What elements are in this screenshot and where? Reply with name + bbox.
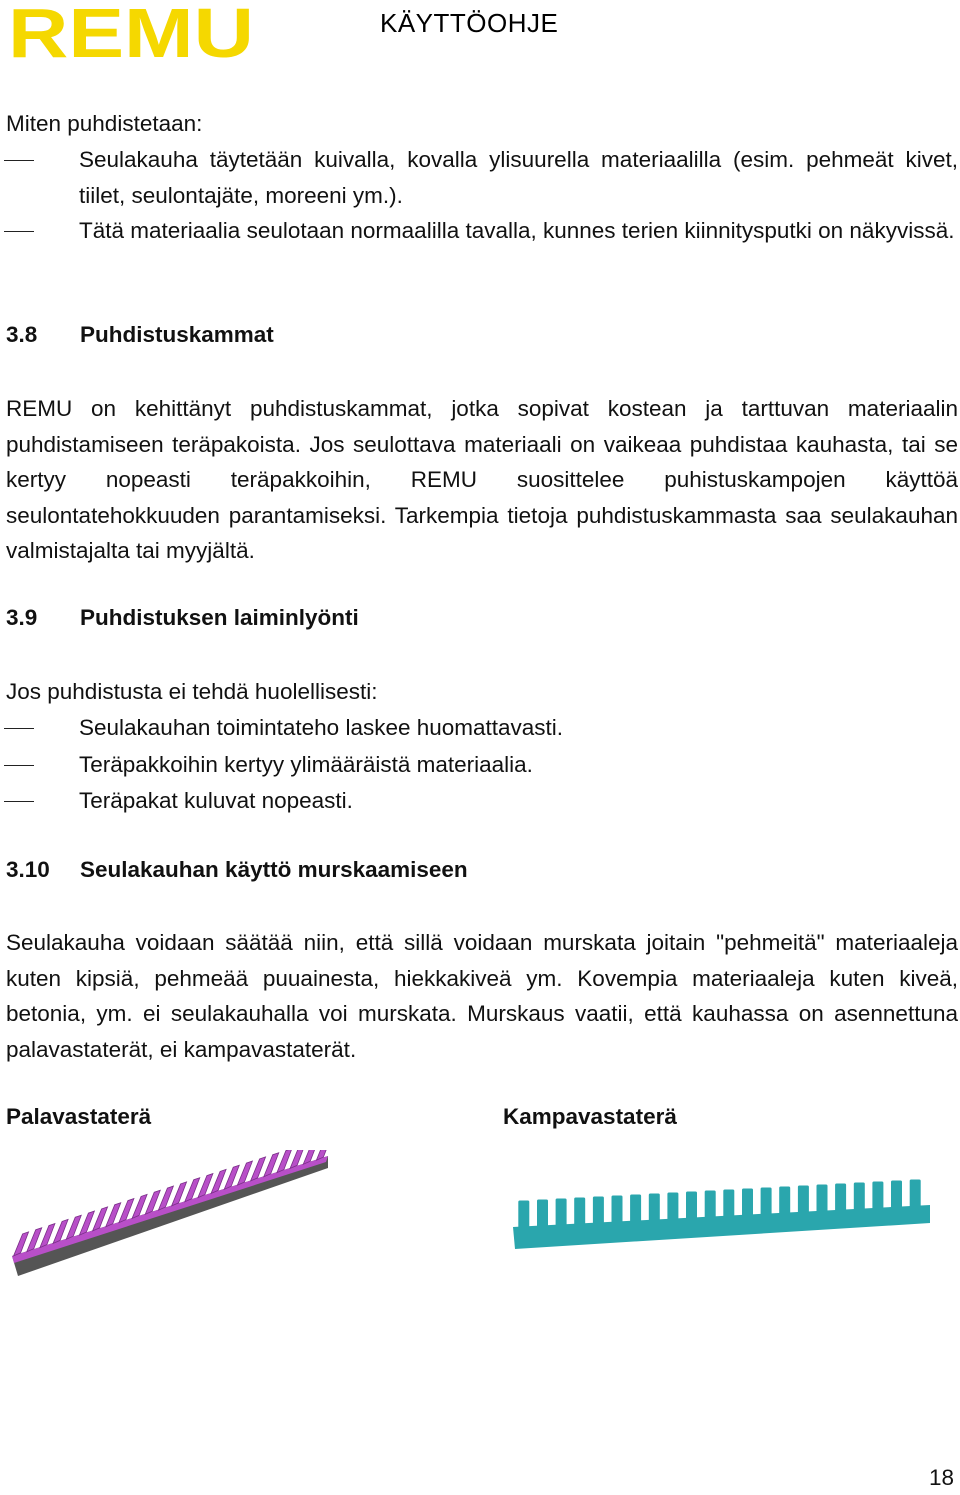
comb-tooth: [891, 1181, 902, 1209]
comb-tooth: [779, 1187, 790, 1215]
comb-tooth: [872, 1182, 883, 1210]
section-3-10-body: Seulakauha voidaan säätää niin, että sillä voidaan murskata joitain "pehmeitä" materiaaleja kuten kipsiä, pehmeää puuainesta, hiekkakiveä ym. Kovempia materiaaleja kuten kiveä, betonia, ym. ei seulakauhalla voi murskata. Murskaus vaatii, että kauhassa on asennettuna palavastaterät, ei kampavastaterät.: [6, 930, 958, 1062]
comb-tooth: [817, 1185, 828, 1213]
comb-tooth: [705, 1191, 716, 1219]
blade-base-top: [12, 1156, 328, 1263]
comb-tooth: [910, 1180, 921, 1208]
neglect-bullet-3: Teräpakat kuluvat nopeasti.: [79, 788, 353, 813]
comb-tooth: [723, 1190, 734, 1218]
section-title: Puhdistuksen laiminlyönti: [80, 605, 359, 630]
comb-tooth: [686, 1192, 697, 1220]
comb-tooth: [854, 1183, 865, 1211]
comb-tooth: [556, 1199, 567, 1227]
comb-tooth: [593, 1197, 604, 1225]
document-title: KÄYTTÖOHJE: [380, 8, 559, 38]
cleaning-intro: Miten puhdistetaan:: [6, 111, 203, 136]
section-3-8-body: REMU on kehittänyt puhdistuskammat, jotka sopivat kostean ja tarttuvan materiaalin puhdistamiseen teräpakoista. Jos seulottava materiaali on vaikeaa puhdistaa kauhasta, tai se kertyy nopeasti teräpakkoihin, REMU suosittelee puhistuskampojen käyttöä seulontatehokkuuden parantamiseksi. Tarkempia tietoja puhdistuskammasta saa seulakauhan valmistajalta tai myyjältä.: [6, 396, 958, 563]
comb-tooth: [649, 1194, 660, 1222]
section-3-9-intro: Jos puhdistusta ei tehdä huolellisesti:: [6, 679, 378, 704]
comb-tooth: [742, 1189, 753, 1217]
bullet-dash: [4, 765, 34, 766]
comb-tooth: [667, 1193, 678, 1221]
section-title: Puhdistuskammat: [80, 322, 274, 347]
section-heading-3-9: [6, 605, 359, 631]
cleaning-bullet-2: Tätä materiaalia seulotaan normaalilla tavalla, kunnes terien kiinnitysputki on näkyvissä.: [79, 218, 955, 243]
section-number: 3.10: [6, 857, 50, 882]
palavastatera-image: [0, 1150, 340, 1285]
neglect-bullet-1: Seulakauhan toimintateho laskee huomattavasti.: [79, 715, 564, 740]
comb-tooth: [835, 1184, 846, 1212]
section-number: 3.9: [6, 605, 38, 630]
comb-tooth: [612, 1196, 623, 1224]
bullet-dash: [4, 801, 34, 802]
comb-tooth: [518, 1201, 529, 1229]
bullet-dash: [4, 231, 34, 232]
section-title: Seulakauhan käyttö murskaamiseen: [80, 857, 468, 882]
comb-tooth: [574, 1198, 585, 1226]
comb-tooth: [761, 1188, 772, 1216]
remu-logo-text: REMU: [8, 2, 254, 62]
cleaning-bullet-1: Seulakauha täytetään kuivalla, kovalla ylisuurella materiaalilla (esim. pehmeät kivet, tiilet, seulontajäte, moreeni ym.).: [79, 147, 958, 208]
comb-tooth: [798, 1186, 809, 1214]
comb-tooth: [537, 1200, 548, 1228]
kampavastatera-label: Kampavastaterä: [503, 1104, 677, 1129]
kampavastatera-image: [505, 1165, 945, 1255]
page-number: 18: [928, 1465, 954, 1490]
comb-tooth: [630, 1195, 641, 1223]
section-number: 3.8: [6, 322, 38, 347]
section-heading-3-10: [6, 857, 468, 883]
palavastatera-label: Palavastaterä: [6, 1104, 152, 1129]
section-heading-3-8: [6, 322, 274, 348]
remu-logo: [8, 2, 256, 62]
neglect-bullet-2: Teräpakkoihin kertyy ylimääräistä materiaalia.: [79, 752, 533, 777]
bullet-dash: [4, 160, 34, 161]
bullet-dash: [4, 728, 34, 729]
